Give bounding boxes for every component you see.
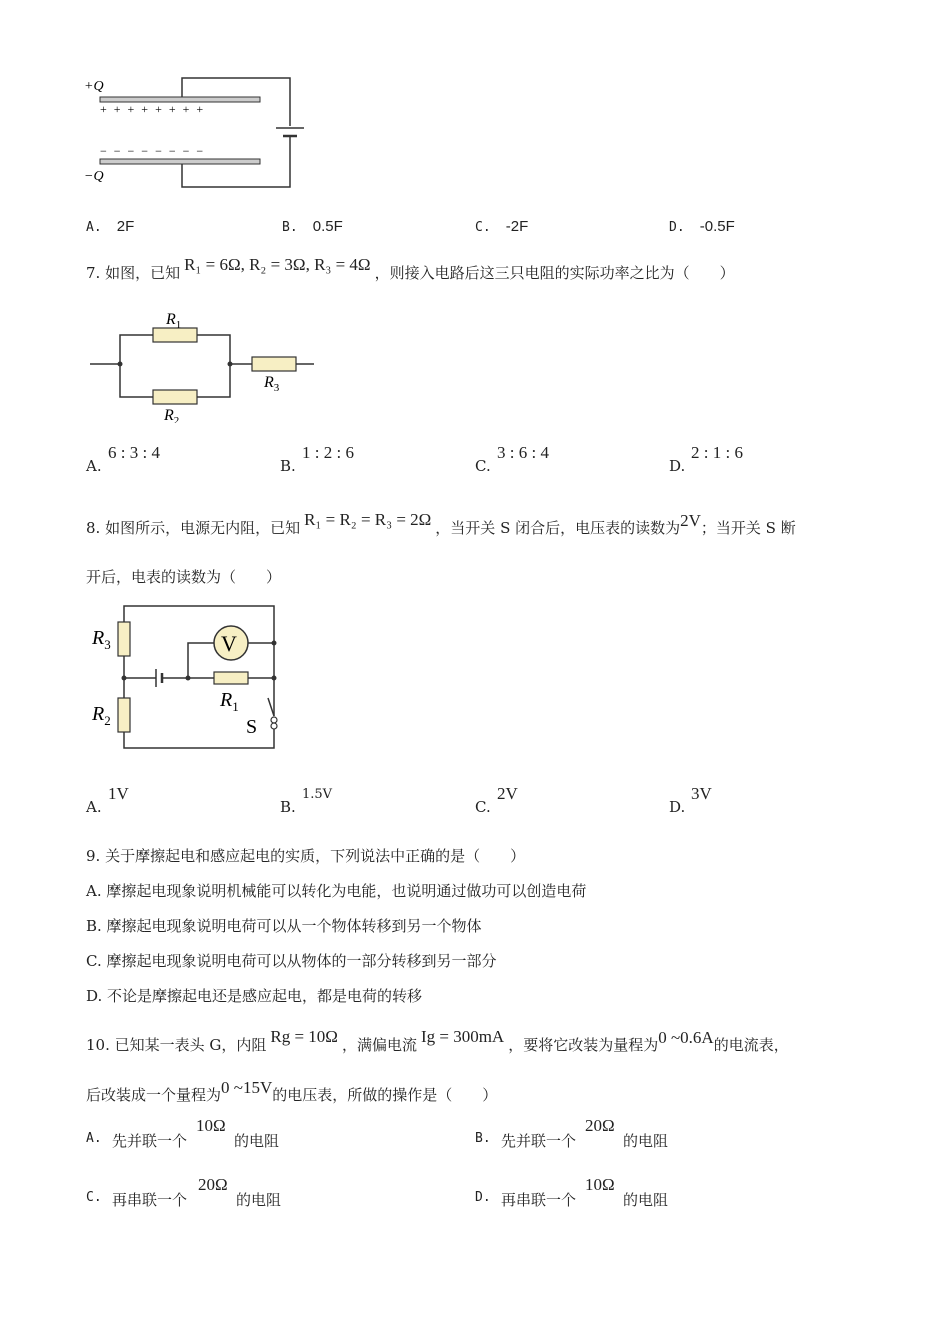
q9-stem: 9. 关于摩擦起电和感应起电的实质，下列说法中正确的是（ ） bbox=[86, 847, 526, 865]
q10-option-a[interactable] bbox=[86, 1116, 386, 1152]
q9-option-a[interactable]: A. 摩擦起电现象说明机械能可以转化为电能，也说明通过做功可以创造电荷 bbox=[86, 882, 587, 900]
option-value: 2V bbox=[497, 784, 518, 803]
q8-stem-line2: 开后，电表的读数为（ ） bbox=[86, 568, 282, 586]
q7-stem bbox=[86, 255, 735, 283]
q6-option-a[interactable] bbox=[86, 216, 134, 235]
option-label: D. bbox=[669, 798, 686, 816]
option-post: 的电阻 bbox=[236, 1191, 282, 1209]
q10-range1: 0 ~0.6A bbox=[658, 1028, 714, 1047]
option-value: 6 : 3 : 4 bbox=[108, 443, 160, 462]
option-post: 的电阻 bbox=[623, 1132, 669, 1150]
option-value: 1.5V bbox=[302, 787, 333, 802]
option-pre: 先并联一个 bbox=[112, 1132, 188, 1150]
option-label: B. bbox=[280, 457, 296, 475]
q10-stem-line2 bbox=[86, 1078, 498, 1105]
q10-range2: 0 ~15V bbox=[221, 1078, 273, 1097]
option-value: 2 : 1 : 6 bbox=[691, 443, 743, 462]
bottom-plate bbox=[100, 159, 260, 164]
option-label: A. bbox=[86, 457, 102, 475]
q9-option-b[interactable]: B. 摩擦起电现象说明电荷可以从一个物体转移到另一个物体 bbox=[86, 917, 482, 935]
q9-option-c[interactable]: C. 摩擦起电现象说明电荷可以从物体的一部分转移到另一部分 bbox=[86, 952, 497, 970]
r2-label: $R_2$ bbox=[92, 703, 111, 728]
q10-mid1: ，满偏电流 bbox=[341, 1036, 417, 1054]
plus-signs: + + + + + + + + bbox=[100, 102, 206, 116]
q8-circuit-figure bbox=[88, 598, 288, 753]
option-value: -0.5F bbox=[699, 218, 735, 235]
option-value: 20Ω bbox=[198, 1175, 228, 1194]
plus-q-label: +Q bbox=[84, 79, 104, 94]
q8-prefix: 8. 如图所示，电源无内阻，已知 bbox=[86, 519, 301, 537]
option-value: 1 : 2 : 6 bbox=[302, 443, 354, 462]
q10-option-d[interactable] bbox=[475, 1175, 775, 1211]
option-label: A. bbox=[86, 1131, 102, 1146]
q10-line2-prefix: 后改装成一个量程为 bbox=[86, 1086, 222, 1104]
option-label: A. bbox=[86, 220, 102, 235]
r1-label: $R_1$ bbox=[220, 689, 239, 714]
option-label: D. bbox=[669, 457, 686, 475]
option-label: B. bbox=[475, 1131, 491, 1146]
q8-stem bbox=[86, 510, 796, 538]
q10-prefix: 10. 已知某一表头 G，内阻 bbox=[86, 1036, 267, 1054]
option-label: A. bbox=[86, 798, 102, 816]
capacitor-figure bbox=[80, 70, 310, 195]
option-value: 10Ω bbox=[196, 1116, 226, 1135]
minus-q-label: −Q bbox=[84, 169, 104, 184]
option-label: C. bbox=[475, 457, 491, 475]
r3-label: $R_3$ bbox=[92, 627, 111, 652]
option-value: 10Ω bbox=[585, 1175, 615, 1194]
q7-formula: R₁ = 6Ω, R₂ = 3Ω, R₃ = 4Ω bbox=[184, 255, 371, 274]
r2-label: $R_2$ bbox=[164, 407, 180, 423]
q10-suffix: 的电流表， bbox=[713, 1036, 789, 1054]
resistor-r2 bbox=[153, 390, 197, 404]
voltmeter-label: V bbox=[221, 631, 237, 656]
q10-option-c[interactable] bbox=[86, 1175, 386, 1211]
q6-option-c[interactable] bbox=[475, 216, 528, 235]
option-label: B. bbox=[282, 220, 298, 235]
option-value: 2F bbox=[116, 218, 135, 235]
option-post: 的电阻 bbox=[234, 1132, 280, 1150]
option-value: 0.5F bbox=[312, 218, 343, 235]
switch-label: S bbox=[246, 716, 258, 738]
option-pre: 先并联一个 bbox=[501, 1132, 577, 1150]
minus-signs: − − − − − − − − bbox=[100, 144, 206, 158]
option-value: 3 : 6 : 4 bbox=[497, 443, 549, 462]
q6-option-b[interactable] bbox=[282, 216, 343, 235]
resistor-r2 bbox=[118, 698, 130, 732]
option-label: D. bbox=[669, 220, 685, 235]
q10-mid2: ，要将它改装为量程为 bbox=[508, 1036, 659, 1054]
r3-label: $R_3$ bbox=[264, 374, 280, 394]
option-label: C. bbox=[475, 220, 491, 235]
q10-line2-suffix: 的电压表，所做的操作是（ ） bbox=[272, 1086, 498, 1104]
resistor-r3 bbox=[118, 622, 130, 656]
option-post: 的电阻 bbox=[623, 1191, 669, 1209]
q10-rg: Rg = 10Ω bbox=[270, 1027, 338, 1046]
q10-ig: Ig = 300mA bbox=[420, 1027, 505, 1046]
resistor-r3 bbox=[252, 357, 296, 371]
option-value: 3V bbox=[691, 784, 712, 803]
option-label: C. bbox=[86, 1190, 102, 1205]
q7-circuit-figure bbox=[88, 305, 318, 423]
q8-formula: R₁ = R₂ = R₃ = 2Ω bbox=[304, 510, 432, 529]
option-label: C. bbox=[475, 798, 491, 816]
option-label: D. bbox=[475, 1190, 491, 1205]
option-label: B. bbox=[280, 798, 296, 816]
option-value: -2F bbox=[505, 218, 529, 235]
q9-option-d[interactable]: D. 不论是摩擦起电还是感应起电，都是电荷的转移 bbox=[86, 987, 423, 1005]
switch-blade bbox=[268, 698, 274, 716]
q8-suffix: ；当开关 S 断 bbox=[700, 519, 796, 537]
q8-reading: 2V bbox=[680, 511, 701, 530]
option-pre: 再串联一个 bbox=[501, 1191, 577, 1209]
q6-option-d[interactable] bbox=[669, 216, 735, 235]
option-value: 20Ω bbox=[585, 1116, 615, 1135]
q7-prefix: 7. 如图，已知 bbox=[86, 264, 181, 282]
q10-stem bbox=[86, 1027, 789, 1055]
r1-label: $R_1$ bbox=[166, 311, 182, 331]
resistor-r1 bbox=[214, 672, 248, 684]
option-value: 1V bbox=[108, 784, 129, 803]
option-pre: 再串联一个 bbox=[112, 1191, 188, 1209]
q8-mid: ，当开关 S 闭合后，电压表的读数为 bbox=[435, 519, 681, 537]
q10-option-b[interactable] bbox=[475, 1116, 775, 1152]
q7-suffix: ，则接入电路后这三只电阻的实际功率之比为（ ） bbox=[374, 264, 735, 282]
